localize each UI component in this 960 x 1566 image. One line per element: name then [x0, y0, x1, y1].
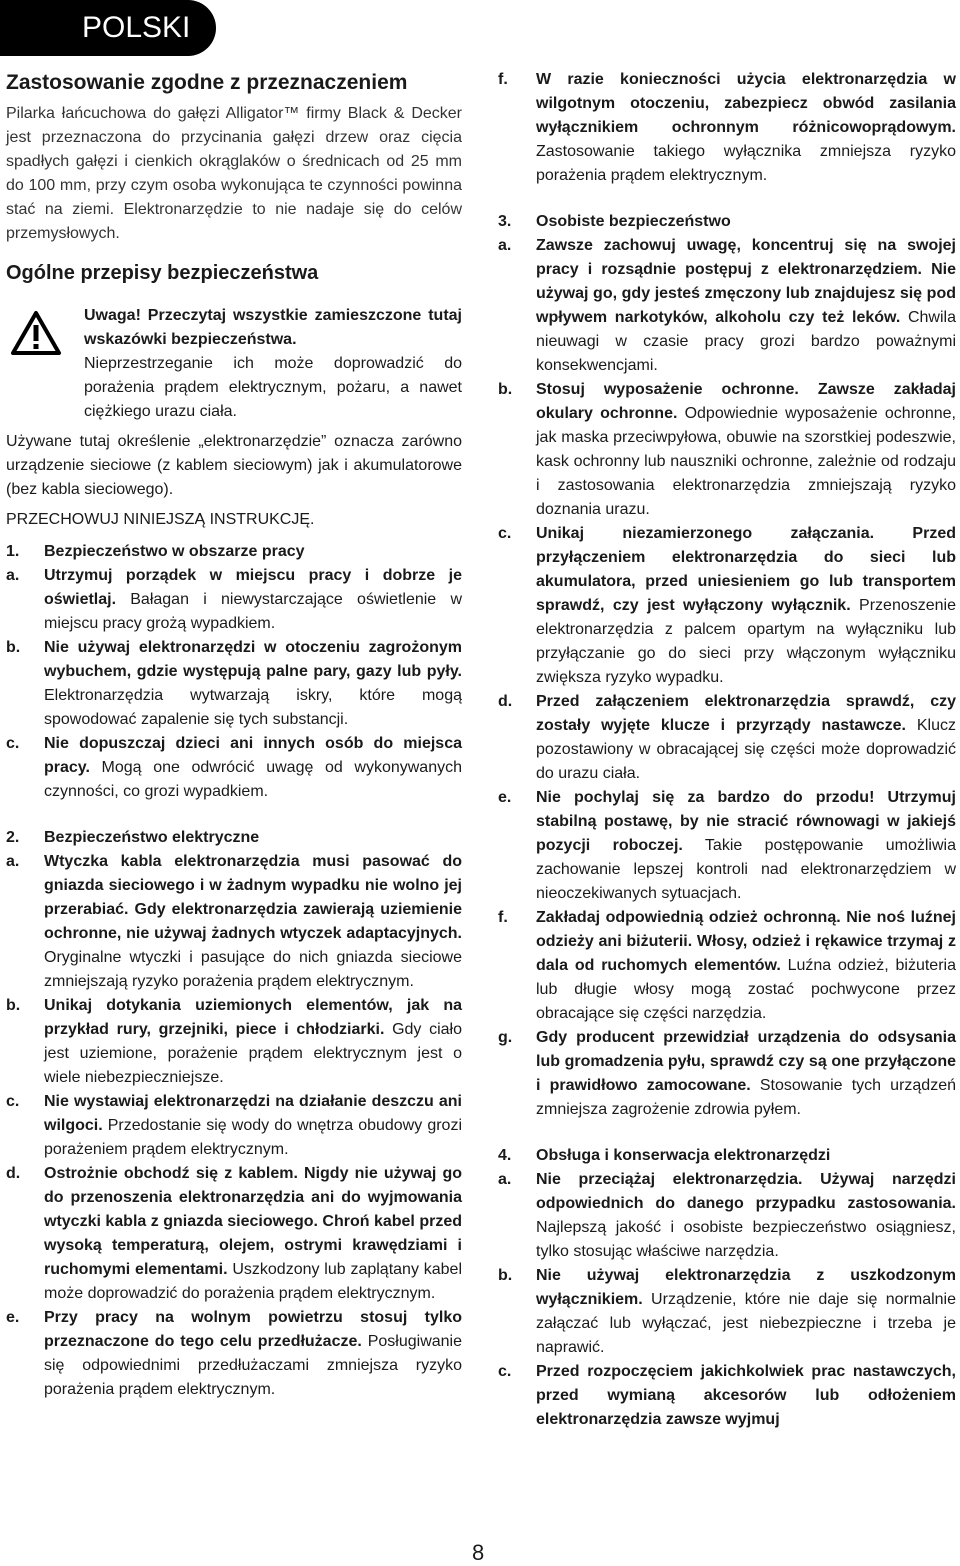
- list: [498, 1168, 956, 1432]
- term-definition: Używane tutaj określenie „elektronarzędzie” oznacza zarówno urządzenie sieciowe (z kablem sieciowym) jak i akumulatorowe (bez kabla sieciowego).: [6, 433, 462, 498]
- intended-use-heading: Zastosowanie zgodne z przeznaczeniem: [6, 71, 408, 94]
- item-bold-text: Przed załączeniem elektronarzędzia sprawdź, czy zostały wyjęte klucze i przyrządy nastawcze.: [536, 693, 956, 734]
- item-bold-text: Nie używaj elektronarzędzia z uszkodzonym wyłącznikiem.: [536, 1267, 956, 1308]
- list-item: [6, 1090, 462, 1162]
- list-item: [498, 234, 956, 378]
- section-heading: [498, 210, 956, 234]
- section-title: Bezpieczeństwo elektryczne: [44, 829, 260, 846]
- item-letter: g.: [498, 1029, 513, 1046]
- item-bold-text: Nie przeciążaj elektronarzędzia. Używaj narzędzi odpowiednich do danego przypadku zastosowania.: [536, 1171, 956, 1212]
- item-text: Luźna odzież, biżuteria lub długie włosy mogą zostać pochwycone przez obracające się części narzędzia.: [536, 957, 956, 1022]
- item-letter: b.: [498, 381, 513, 398]
- section-heading: [498, 1144, 956, 1168]
- list-item: [498, 1264, 956, 1360]
- item-letter: b.: [498, 1267, 513, 1284]
- item-bold-text: Nie dopuszczaj dzieci ani innych osób do miejsca pracy.: [44, 735, 462, 776]
- warning-triangle-icon: [10, 310, 62, 356]
- item-letter: f.: [498, 71, 508, 88]
- item-text: Przenoszenie elektronarzędzia z palcem opartym na wyłączniku lub przyłączanie go do sieci przy włączonym wyłączniku zwiększa ryzyko wypadku.: [536, 597, 956, 686]
- list-item: [498, 1026, 956, 1122]
- item-text: Najlepszą jakość i osobiste bezpieczeństwo osiągniesz, tylko stosując właściwe narzędzia.: [536, 1219, 956, 1260]
- list-item: [498, 1360, 956, 1432]
- list-item-wrap: [498, 68, 956, 188]
- item-bold-text: Stosuj wyposażenie ochronne. Zawsze zakładaj okulary ochronne.: [536, 381, 956, 422]
- list-item: [498, 378, 956, 522]
- list-item: [6, 1162, 462, 1306]
- section-title: Osobiste bezpieczeństwo: [536, 213, 731, 230]
- item-text: Oryginalne wtyczki i pasujące do nich gniazda sieciowe zmniejszają ryzyko porażenia prądem elektrycznym.: [44, 949, 462, 990]
- keep-instructions: PRZECHOWUJ NINIEJSZĄ INSTRUKCJĘ.: [6, 511, 315, 528]
- item-bold-text: Gdy producent przewidział urządzenia do odsysania lub gromadzenia pyłu, sprawdź czy są one przyłączone i prawidłowo zamocowane.: [536, 1029, 956, 1094]
- item-bold-text: Nie używaj elektronarzędzi w otoczeniu zagrożonym wybuchem, gdzie występują palne pary, gazy lub pyły.: [44, 639, 462, 680]
- safety-heading: Ogólne przepisy bezpieczeństwa: [6, 262, 319, 284]
- item-text: Zastosowanie takiego wyłącznika zmniejsza ryzyko porażenia prądem elektrycznym.: [536, 143, 956, 184]
- right-column: [498, 68, 956, 1432]
- item-text: Urządzenie, które nie daje się normalnie załączać lub wyłączać, jest niebezpieczne i trzeba je naprawić.: [536, 1291, 956, 1356]
- list-item: [6, 994, 462, 1090]
- list-item: [6, 636, 462, 732]
- item-letter: c.: [498, 525, 512, 542]
- item-bold-text: Nie pochylaj się za bardzo do przodu! Utrzymuj stabilną postawę, by nie stracić równowagi w jakiejś pozycji roboczej.: [536, 789, 956, 854]
- item-text: Chwila nieuwagi w czasie pracy grozi bardzo poważnymi konsekwencjami.: [536, 309, 956, 374]
- item-bold-text: Zakładaj odpowiednią odzież ochronną. Nie noś luźnej odzieży ani biżuterii. Włosy, odzież i rękawice trzymaj z dala od ruchomych elementów.: [536, 909, 956, 974]
- list-item: [498, 1168, 956, 1264]
- section-heading: [6, 826, 462, 850]
- warning-text: Nieprzestrzeganie ich może doprowadzić do porażenia prądem elektrycznym, pożaru, a nawet ciężkiego urazu ciała.: [84, 355, 462, 420]
- list-item: [6, 850, 462, 994]
- list-item: [6, 564, 462, 636]
- item-letter: a.: [498, 1171, 512, 1188]
- item-letter: a.: [6, 853, 20, 870]
- item-bold-text: Zawsze zachowuj uwagę, koncentruj się na swojej pracy i rozsądnie postępuj z elektronarzędziem. Nie używaj go, gdy jesteś zmęczony lub znajdujesz się pod wpływem narkotyków, alkoholu czy też leków.: [536, 237, 956, 326]
- list: [6, 850, 462, 1402]
- intended-use-text: Pilarka łańcuchowa do gałęzi Alligator™ firmy Black & Decker jest przeznaczona do przycinania gałęzi drzew oraz cięcia spadłych gałęzi i cienkich okrąglaków o średnicach od 25 mm do 100 mm, przy czym osoba wykonująca te czynności powinna stać na ziemi. Elektronarzędzie to nie nadaje się do celów przemysłowych.: [6, 105, 462, 242]
- item-bold-text: Wtyczka kabla elektronarzędzia musi pasować do gniazda sieciowego i w żadnym wypadku nie wolno jej przerabiać. Gdy elektronarzędzia zawierają uziemienie ochronne, nie używaj żadnych wtyczek adaptacyjnych.: [44, 853, 462, 942]
- item-bold-text: Przed rozpoczęciem jakichkolwiek prac nastawczych, przed wymianą akcesorów lub odłożeniem elektronarzędzia zawsze wyjmuj: [536, 1363, 956, 1428]
- item-bold-text: Utrzymuj porządek w miejscu pracy i dobrze je oświetlaj.: [44, 567, 462, 608]
- item-bold-text: Przy pracy na wolnym powietrzu stosuj tylko przeznaczone do tego celu przedłużacze.: [44, 1309, 462, 1350]
- item-bold-text: Unikaj niezamierzonego załączania. Przed przyłączeniem elektronarzędzia do sieci lub akumulatora, przed uniesieniem go lub transportem sprawdź, czy jest wyłączony wyłącznik.: [536, 525, 956, 614]
- language-tab: POLSKI: [0, 0, 216, 56]
- item-letter: c.: [6, 735, 20, 752]
- item-text: Stosowanie tych urządzeń zmniejsza zagrożenie zdrowia pyłem.: [536, 1077, 956, 1118]
- item-text: Bałagan i niewystarczające oświetlenie w miejscu pracy grożą wypadkiem.: [44, 591, 462, 632]
- section-number: 4.: [498, 1147, 512, 1164]
- item-letter: b.: [6, 639, 21, 656]
- left-column: [6, 68, 462, 1402]
- section-number: 3.: [498, 213, 512, 230]
- item-letter: e.: [498, 789, 512, 806]
- item-letter: f.: [498, 909, 508, 926]
- item-bold-text: W razie konieczności użycia elektronarzędzia w wilgotnym otoczeniu, zabezpiecz obwód zasilania wyłącznikiem ochronnym różnicowoprądowym.: [536, 71, 956, 136]
- item-bold-text: Ostrożnie obchodź się z kablem. Nigdy nie używaj go do przenoszenia elektronarzędzia ani do wyjmowania wtyczki kabla z gniazda sieciowego. Chroń kabel przed wysoką temperaturą, olejem, ostrymi krawędziami i ruchomymi elementami.: [44, 1165, 462, 1278]
- item-letter: c.: [6, 1093, 20, 1110]
- item-letter: a.: [6, 567, 20, 584]
- item-text: Mogą one odwrócić uwagę od wykonywanych czynności, co grozi wypadkiem.: [44, 759, 462, 800]
- item-letter: e.: [6, 1309, 20, 1326]
- item-text: Przedostanie się wody do wnętrza obudowy grozi porażeniem prądem elektrycznym.: [44, 1117, 462, 1158]
- section-number: 2.: [6, 829, 20, 846]
- section-number: 1.: [6, 543, 20, 560]
- item-text: Uszkodzony lub zaplątany kabel może doprowadzić do porażenia prądem elektrycznym.: [44, 1261, 462, 1302]
- list: [6, 564, 462, 804]
- item-letter: a.: [498, 237, 512, 254]
- item-letter: b.: [6, 997, 21, 1014]
- list: [498, 234, 956, 1122]
- item-text: Klucz pozostawiony w obracającej się części może doprowadzić do urazu ciała.: [536, 717, 957, 782]
- list-item: [498, 906, 956, 1026]
- list-item: [498, 690, 956, 786]
- warning-bold-text: Uwaga! Przeczytaj wszystkie zamieszczone tutaj wskazówki bezpieczeństwa.: [84, 307, 462, 348]
- list-item: [498, 786, 956, 906]
- item-letter: d.: [498, 693, 513, 710]
- item-text: Gdy ciało jest uziemione, porażenie prądem elektrycznym jest o wiele niebezpieczniejsze.: [44, 1021, 463, 1086]
- list-item: [6, 1306, 462, 1402]
- list-item: [6, 732, 462, 804]
- item-text: Takie postępowanie umożliwia zachowanie lepszej kontroli nad elektronarzędziem w nieoczekiwanych sytuacjach.: [536, 837, 956, 902]
- section-title: Obsługa i konserwacja elektronarzędzi: [536, 1147, 831, 1164]
- warning-block: [6, 304, 462, 424]
- item-text: Posługiwanie się odpowiednimi przedłużaczami zmniejsza ryzyko porażenia prądem elektrycznym.: [44, 1333, 462, 1398]
- item-text: Odpowiednie wyposażenie ochronne, jak maska przeciwpyłowa, obuwie na szorstkiej podeszwie, kask ochronny lub nauszniki ochronne, zależnie od rodzaju i zastosowania elektronarzędzia zmniejszają ryzyko doznania urazu.: [536, 405, 956, 518]
- item-bold-text: Unikaj dotykania uziemionych elementów, jak na przykład rury, grzejniki, piece i chłodziarki.: [44, 997, 462, 1038]
- list-item: [498, 68, 956, 188]
- section-heading: [6, 540, 462, 564]
- item-letter: d.: [6, 1165, 21, 1182]
- item-text: Elektronarzędzia wytwarzają iskry, które mogą spowodować zapalenie się tych substancji.: [44, 687, 462, 728]
- section-title: Bezpieczeństwo w obszarze pracy: [44, 543, 305, 560]
- page-number: 8: [472, 1540, 485, 1565]
- item-letter: c.: [498, 1363, 512, 1380]
- list-item: [498, 522, 956, 690]
- item-bold-text: Nie wystawiaj elektronarzędzi na działanie deszczu ani wilgoci.: [44, 1093, 462, 1134]
